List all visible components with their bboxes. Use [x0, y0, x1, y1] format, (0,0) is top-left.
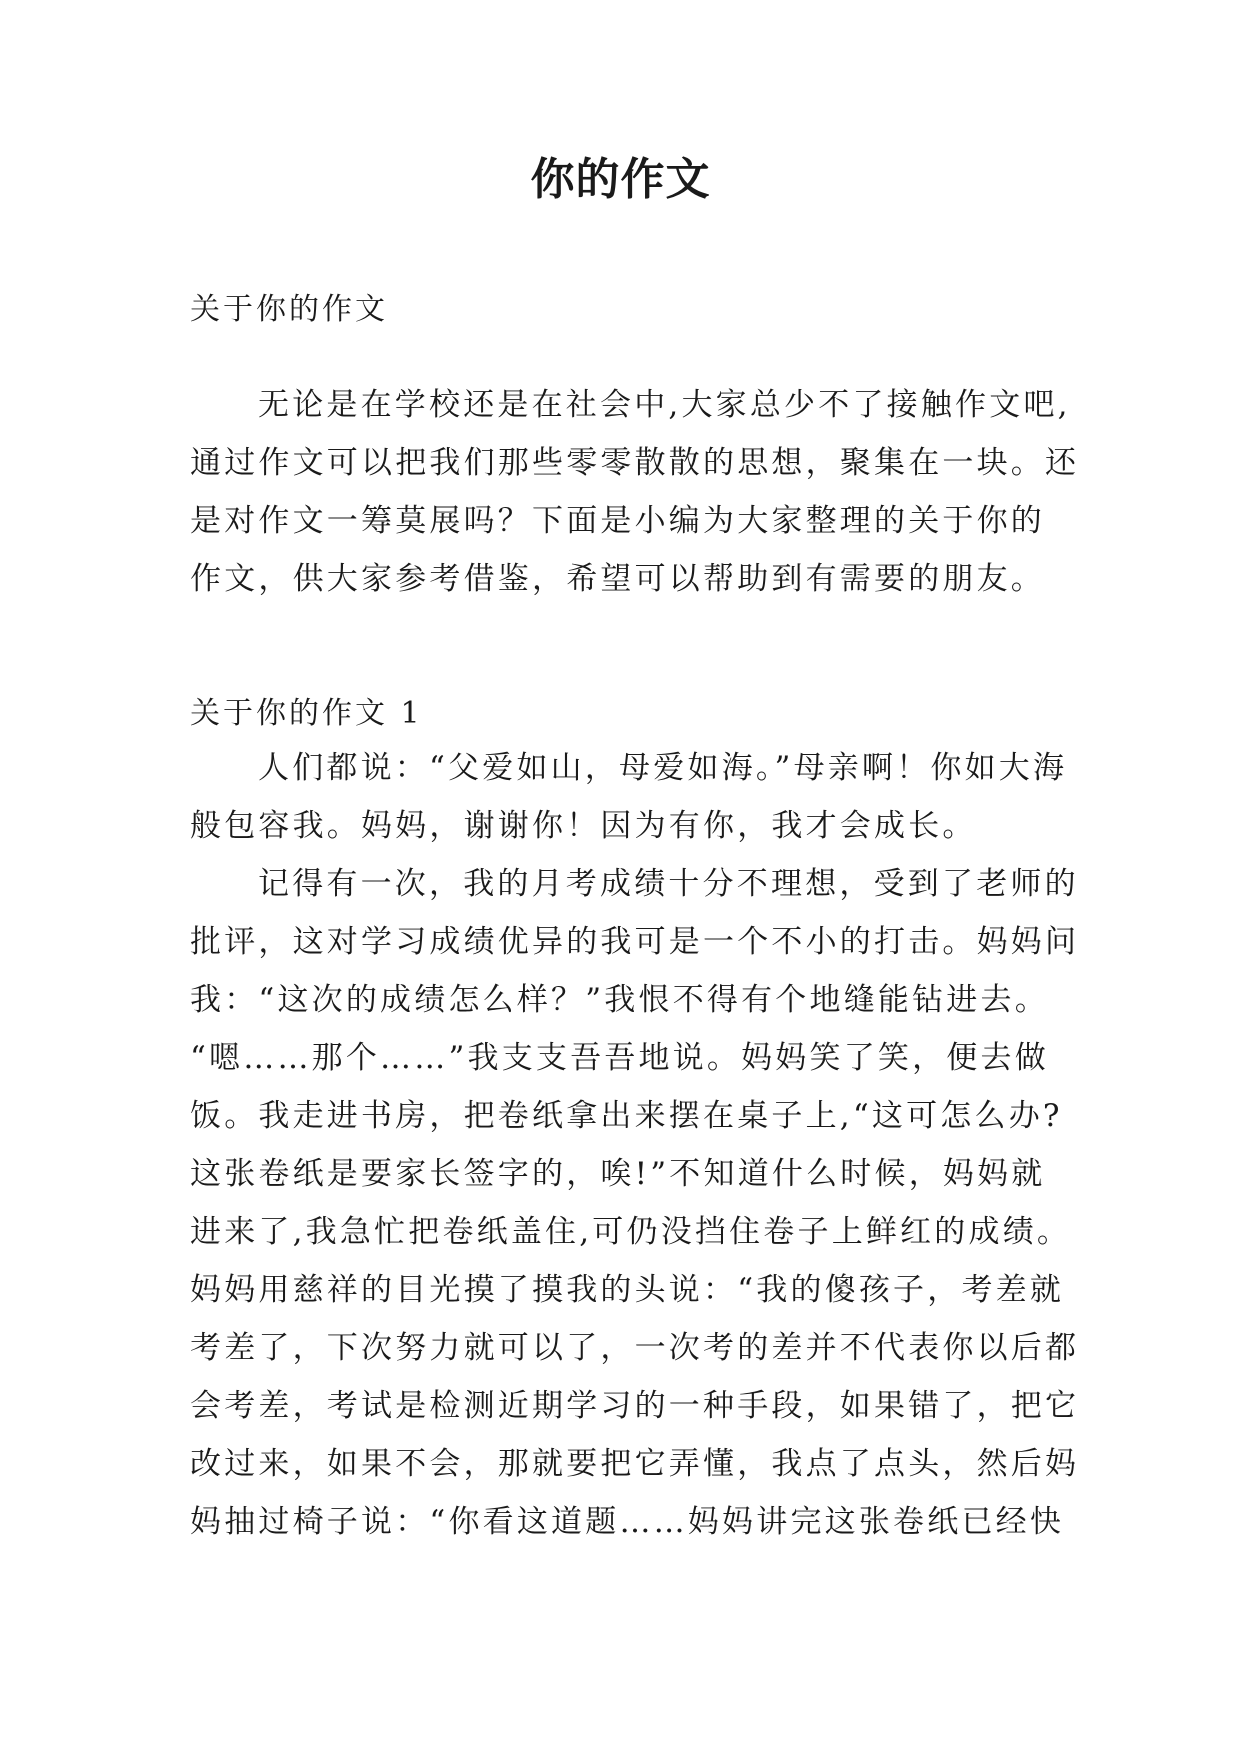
- text-line: 通过作文可以把我们那些零零散散的思想，聚集在一块。还: [190, 445, 1080, 481]
- paragraph-1: [190, 739, 1090, 855]
- text-line: 这张卷纸是要家长签字的，唉!”不知道什么时候，妈妈就: [190, 1156, 1046, 1192]
- section-heading: 关于你的作文 1: [190, 696, 423, 731]
- text-line: 人们都说：“父爱如山，母爱如海。”母亲啊！你如大海: [258, 750, 1068, 786]
- paragraph-2: [190, 855, 1090, 1551]
- text-line: 记得有一次，我的月考成绩十分不理想，受到了老师的: [258, 866, 1079, 902]
- intro-paragraph: [190, 376, 1090, 608]
- text-line: 我：“这次的成绩怎么样？”我恨不得有个地缝能钻进去。: [190, 982, 1049, 1018]
- subheading: 关于你的作文: [190, 292, 388, 327]
- text-line: 会考差，考试是检测近期学习的一种手段，如果错了，把它: [190, 1388, 1080, 1424]
- text-line: 妈妈用慈祥的目光摸了摸我的头说：“我的傻孩子，考差就: [190, 1272, 1065, 1308]
- text-line: 饭。我走进书房，把卷纸拿出来摆在桌子上,“这可怎么办?: [190, 1098, 1063, 1134]
- document-title: 你的作文: [530, 154, 711, 205]
- text-line: 作文，供大家参考借鉴，希望可以帮助到有需要的朋友。: [190, 561, 1045, 597]
- text-line: 般包容我。妈妈，谢谢你！因为有你，我才会成长。: [190, 808, 977, 844]
- text-line: 考差了，下次努力就可以了，一次考的差并不代表你以后都: [190, 1330, 1080, 1366]
- text-line: 进来了,我急忙把卷纸盖住,可仍没挡住卷子上鲜红的成绩。: [190, 1214, 1072, 1250]
- text-line: 是对作文一筹莫展吗？下面是小编为大家整理的关于你的: [190, 503, 1045, 539]
- text-line: 批评，这对学习成绩优异的我可是一个不小的打击。妈妈问: [190, 924, 1080, 960]
- text-line: 无论是在学校还是在社会中,大家总少不了接触作文吧,: [258, 387, 1071, 423]
- text-line: 改过来，如果不会，那就要把它弄懂，我点了点头，然后妈: [190, 1446, 1080, 1482]
- text-line: 妈抽过椅子说：“你看这道题……妈妈讲完这张卷纸已经快: [190, 1504, 1065, 1540]
- text-line: “嗯……那个……”我支支吾吾地说。妈妈笑了笑，便去做: [190, 1040, 1049, 1076]
